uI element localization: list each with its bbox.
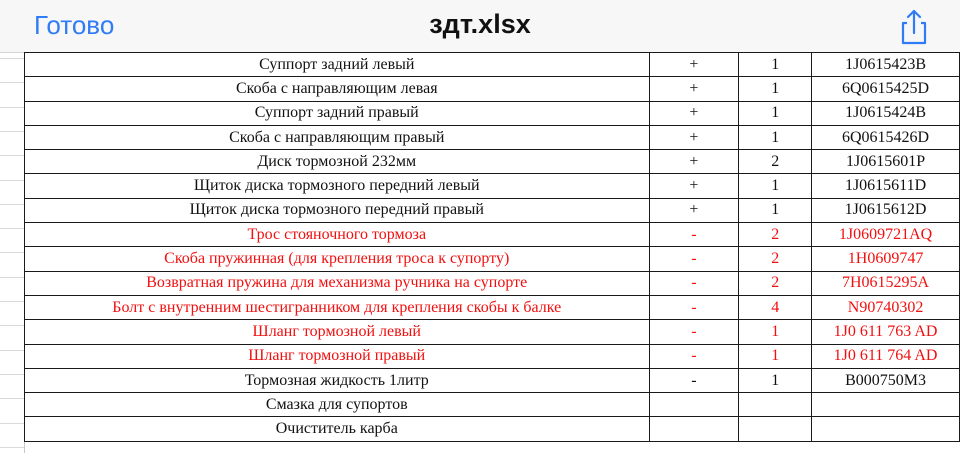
gutter-gridline [0, 301, 24, 302]
parts-table[interactable] [24, 52, 960, 442]
gutter-gridline [0, 374, 24, 375]
gutter-gridline [0, 252, 24, 253]
table-row [25, 174, 960, 198]
cell-item-name[interactable]: Шланг тормозной правый [25, 344, 650, 368]
table-row [25, 77, 960, 101]
document-title: здт.xlsx [429, 9, 531, 39]
table-body [25, 52, 960, 441]
table-row [25, 368, 960, 392]
table-row [25, 417, 960, 441]
table-row [25, 393, 960, 417]
cell-availability[interactable]: + [649, 150, 739, 174]
table-row [25, 247, 960, 271]
cell-item-name[interactable]: Возвратная пружина для механизма ручника на супорте [25, 271, 650, 295]
cell-availability[interactable]: - [649, 295, 739, 319]
cell-item-name[interactable]: Щиток диска тормозного передний левый [25, 174, 650, 198]
cell-item-name[interactable]: Скоба с направляющим правый [25, 125, 650, 149]
cell-quantity[interactable]: 1 [739, 368, 812, 392]
cell-part-number[interactable]: 1J0609721AQ [812, 223, 960, 247]
cell-item-name[interactable]: Тормозная жидкость 1литр [25, 368, 650, 392]
cell-quantity[interactable]: 1 [739, 174, 812, 198]
table-row [25, 271, 960, 295]
cell-quantity[interactable]: 1 [739, 344, 812, 368]
cell-item-name[interactable]: Очиститель карба [25, 417, 650, 441]
cell-part-number[interactable]: 1J0615424B [812, 101, 960, 125]
cell-availability[interactable]: + [649, 125, 739, 149]
cell-availability[interactable]: - [649, 320, 739, 344]
cell-availability[interactable]: - [649, 223, 739, 247]
cell-part-number[interactable]: 7H0615295A [812, 271, 960, 295]
cell-quantity[interactable] [739, 417, 812, 441]
cell-item-name[interactable]: Суппорт задний правый [25, 101, 650, 125]
cell-quantity[interactable]: 2 [739, 223, 812, 247]
spreadsheet-area[interactable] [0, 52, 960, 453]
gutter-gridline [0, 350, 24, 351]
gutter-gridline [0, 131, 24, 132]
cell-availability[interactable]: - [649, 247, 739, 271]
cell-quantity[interactable]: 2 [739, 247, 812, 271]
table-row [25, 125, 960, 149]
cell-item-name[interactable]: Скоба с направляющим левая [25, 77, 650, 101]
cell-availability[interactable]: - [649, 368, 739, 392]
gutter-gridline [0, 155, 24, 156]
gutter-gridline [0, 325, 24, 326]
cell-part-number[interactable]: 6Q0615425D [812, 77, 960, 101]
cell-item-name[interactable]: Трос стояночного тормоза [25, 223, 650, 247]
gutter-gridline [0, 107, 24, 108]
gutter-gridline [0, 447, 24, 448]
cell-part-number[interactable]: 1J0 611 764 AD [812, 344, 960, 368]
table-row [25, 295, 960, 319]
cell-part-number[interactable]: 6Q0615426D [812, 125, 960, 149]
gutter-gridline [0, 228, 24, 229]
cell-item-name[interactable]: Щиток диска тормозного передний правый [25, 198, 650, 222]
cell-availability[interactable]: + [649, 101, 739, 125]
cell-part-number[interactable]: 1J0 611 763 AD [812, 320, 960, 344]
cell-availability[interactable] [649, 393, 739, 417]
gutter-gridline [0, 58, 24, 59]
cell-item-name[interactable]: Скоба пружинная (для крепления троса к супорту) [25, 247, 650, 271]
table-row [25, 53, 960, 77]
cell-quantity[interactable]: 1 [739, 53, 812, 77]
cell-availability[interactable] [649, 417, 739, 441]
cell-part-number[interactable]: 1J0615611D [812, 174, 960, 198]
navigation-bar [0, 0, 960, 53]
cell-quantity[interactable]: 1 [739, 101, 812, 125]
table-row [25, 101, 960, 125]
cell-quantity[interactable] [739, 393, 812, 417]
cell-quantity[interactable]: 1 [739, 320, 812, 344]
gutter-gridline [0, 204, 24, 205]
cell-part-number[interactable]: N90740302 [812, 295, 960, 319]
cell-quantity[interactable]: 2 [739, 150, 812, 174]
share-icon[interactable] [897, 8, 931, 46]
cell-item-name[interactable]: Диск тормозной 232мм [25, 150, 650, 174]
cell-availability[interactable]: + [649, 198, 739, 222]
cell-availability[interactable]: - [649, 271, 739, 295]
cell-part-number[interactable]: B000750M3 [812, 368, 960, 392]
gutter-gridline [0, 180, 24, 181]
gutter-gridline [0, 398, 24, 399]
gutter-gridline [0, 277, 24, 278]
table-row [25, 150, 960, 174]
cell-part-number[interactable]: 1J0615612D [812, 198, 960, 222]
cell-availability[interactable]: + [649, 174, 739, 198]
cell-item-name[interactable]: Суппорт задний левый [25, 53, 650, 77]
gutter-gridline [0, 82, 24, 83]
cell-quantity[interactable]: 2 [739, 271, 812, 295]
cell-part-number[interactable]: 1H0609747 [812, 247, 960, 271]
cell-item-name[interactable]: Болт с внутренним шестигранником для крепления скобы к балке [25, 295, 650, 319]
cell-quantity[interactable]: 1 [739, 77, 812, 101]
table-row [25, 223, 960, 247]
cell-part-number[interactable]: 1J0615601P [812, 150, 960, 174]
gutter-gridline [0, 423, 24, 424]
cell-item-name[interactable]: Смазка для супортов [25, 393, 650, 417]
cell-item-name[interactable]: Шланг тормозной левый [25, 320, 650, 344]
table-row [25, 344, 960, 368]
cell-part-number[interactable] [812, 417, 960, 441]
cell-part-number[interactable] [812, 393, 960, 417]
table-row [25, 198, 960, 222]
cell-quantity[interactable]: 1 [739, 198, 812, 222]
cell-quantity[interactable]: 1 [739, 125, 812, 149]
cell-availability[interactable]: - [649, 344, 739, 368]
cell-part-number[interactable]: 1J0615423B [812, 53, 960, 77]
table-row [25, 320, 960, 344]
cell-availability[interactable]: + [649, 53, 739, 77]
done-button[interactable]: Готово [34, 10, 115, 40]
cell-availability[interactable]: + [649, 77, 739, 101]
cell-quantity[interactable]: 4 [739, 295, 812, 319]
